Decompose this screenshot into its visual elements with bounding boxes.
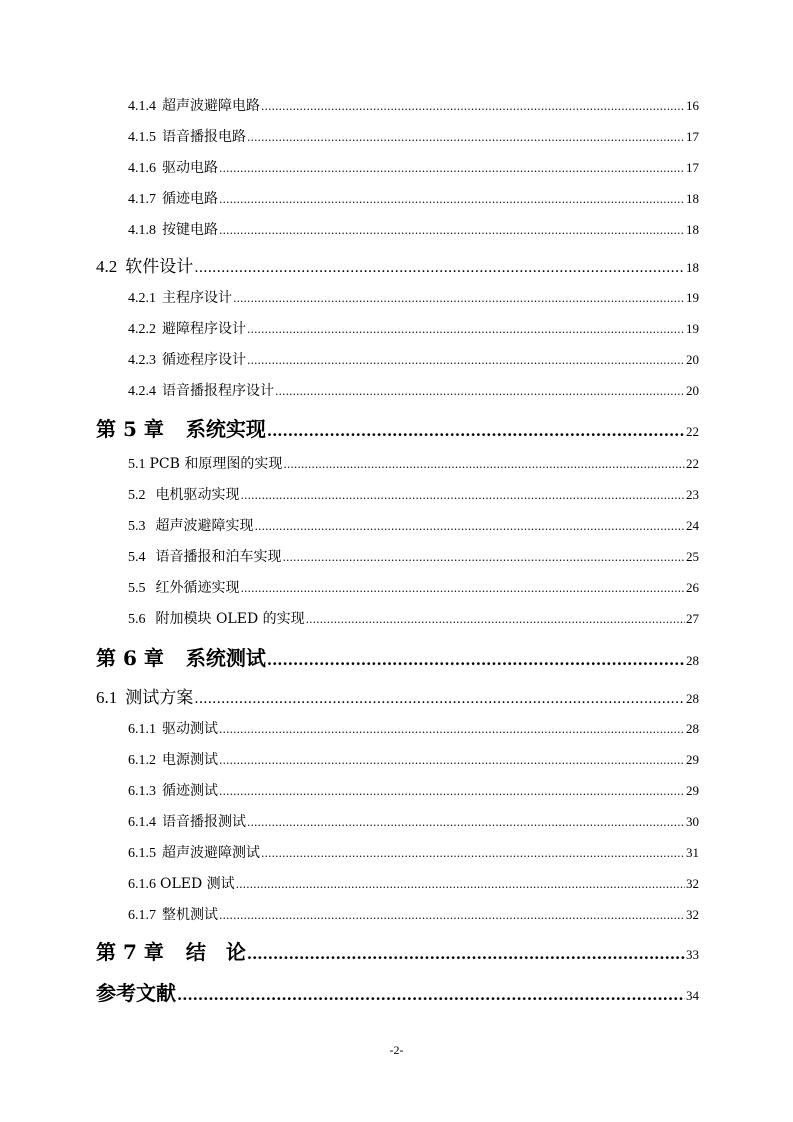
leader-dots [194,691,685,707]
toc-entry-title: 语音播报程序设计 [162,383,274,399]
toc-entry-number: 5.5 [128,581,146,596]
toc-entry-number: 5.6 [128,612,146,627]
toc-entry-title: 主程序设计 [162,290,232,306]
leader-dots [261,100,685,113]
toc-entry-number: 4.1.4 [128,99,156,114]
toc-entry-number: 6.1.4 [128,815,156,830]
toc-entry-4-1-7[interactable] [128,188,699,208]
toc-entry-4-1-4[interactable] [128,95,699,115]
toc-entry-page: 29 [686,783,699,798]
toc-entry-page: 29 [686,752,699,767]
toc-entry-page: 22 [686,424,699,439]
toc-entry-number: 6.1.3 [128,784,156,799]
toc-entry-6-1-2[interactable] [128,749,699,769]
toc-entry-page: 28 [686,691,699,706]
leader-dots [241,489,686,502]
toc-entry-4-2[interactable] [96,252,699,277]
toc-entry-page: 27 [686,611,699,626]
toc-entry-title: 电机驱动实现 [155,487,240,503]
toc-entry-6-1-5[interactable] [128,842,699,862]
toc-entry-page: 30 [686,814,699,829]
toc-entry-page: 19 [686,321,699,336]
toc-entry-page: 18 [686,260,699,275]
leader-dots [219,193,685,206]
leader-dots [261,847,685,860]
toc-entry-number: 第 7 章 [96,940,164,964]
toc-entry-title: 驱动测试 [162,721,218,737]
toc-entry-chapter-5[interactable] [96,413,699,442]
toc-entry-number: 6.1.7 [128,908,156,923]
toc-entry-number: 5.3 [128,519,146,534]
toc-entry-title: 结 论 [185,940,246,964]
toc-entry-5-5[interactable] [128,577,699,597]
toc-entry-number: 5.2 [128,488,146,503]
toc-entry-number: 4.1.8 [128,223,156,238]
toc-entry-page: 19 [686,290,699,305]
toc-entry-page: 25 [686,549,699,564]
toc-entry-chapter-6[interactable] [96,642,699,671]
toc-entry-title: 系统实现 [185,417,266,441]
toc-entry-number: 6.1.5 [128,846,156,861]
toc-entry-6-1-3[interactable] [128,780,699,800]
toc-entry-number: 4.2 [96,257,118,276]
toc-entry-number: 第 6 章 [96,646,164,670]
toc-entry-page: 20 [686,352,699,367]
toc-entry-title: 附加模块 OLED 的实现 [155,611,305,627]
toc-entry-5-3[interactable] [128,515,699,535]
toc-entry-page: 18 [686,191,699,206]
toc-entry-number: 4.2.2 [128,322,156,337]
toc-entry-title: 系统测试 [185,646,266,670]
toc-entry-page: 28 [686,653,699,668]
toc-entry-6-1[interactable] [96,683,699,708]
leader-dots [219,162,685,175]
leader-dots [283,551,686,564]
leader-dots [267,422,685,440]
toc-entry-page: 28 [686,721,699,736]
toc-entry-number: 4.1.5 [128,130,156,145]
toc-entry-title: 测试方案 [125,688,194,708]
toc-entry-page: 26 [686,580,699,595]
leader-dots [194,260,685,276]
leader-dots [247,323,685,336]
toc-entry-title: 超声波避障电路 [162,98,260,114]
leader-dots [247,131,685,144]
toc-entry-title: 电源测试 [162,752,218,768]
toc-entry-page: 22 [686,456,699,471]
toc-entry-page: 24 [686,518,699,533]
toc-entry-title: 语音播报电路 [162,129,246,145]
toc-entry-number: 6.1 [96,688,118,707]
toc-entry-page: 34 [686,988,699,1003]
leader-dots [247,945,685,963]
leader-dots [177,986,685,1004]
page-number: -2- [389,1043,404,1057]
toc-entry-number: 4.1.6 [128,161,156,176]
toc-entry-title: 语音播报测试 [162,814,246,830]
toc-entry-title: PCB 和原理图的实现 [149,456,283,472]
toc-entry-4-2-2[interactable] [128,318,699,338]
leader-dots [219,723,685,736]
toc-entry-6-1-6[interactable] [128,873,699,893]
leader-dots [283,458,685,471]
toc-entry-5-1[interactable] [128,453,699,473]
toc-entry-number: 5.1 [128,457,146,472]
toc-entry-page: 17 [686,160,699,175]
toc-entry-title: 软件设计 [125,257,194,277]
leader-dots [233,292,685,305]
toc-entry-title: 避障程序设计 [162,321,246,337]
toc-entry-title: 循迹程序设计 [162,352,246,368]
toc-entry-6-1-4[interactable] [128,811,699,831]
leader-dots [306,613,685,626]
toc-entry-number: 6.1.1 [128,722,156,737]
toc-entry-number: 5.4 [128,550,146,565]
toc-entry-page: 18 [686,222,699,237]
toc-entry-number: 第 5 章 [96,417,164,441]
toc-entry-page: 31 [686,845,699,860]
toc-entry-number: 6.1.6 [128,877,156,892]
toc-entry-title: 语音播报和泊车实现 [155,549,282,565]
toc-entry-title: 循迹电路 [162,191,218,207]
toc-entry-4-1-5[interactable] [128,126,699,146]
leader-dots [247,354,685,367]
toc-entry-page: 23 [686,487,699,502]
toc-entry-page: 20 [686,383,699,398]
leader-dots [219,785,685,798]
toc-entry-title: 循迹测试 [162,783,218,799]
leader-dots [241,582,686,595]
toc-entry-title: 超声波避障实现 [155,518,254,534]
leader-dots [255,520,686,533]
toc-entry-title: 超声波避障测试 [162,845,260,861]
toc-entry-title: OLED 测试 [160,876,235,892]
toc-entry-title: 按键电路 [162,222,218,238]
toc-entry-title: 驱动电路 [162,160,218,176]
toc-entry-4-2-4[interactable] [128,380,699,400]
leader-dots [275,385,685,398]
toc-entry-5-6[interactable] [128,608,699,628]
toc-entry-number: 6.1.2 [128,753,156,768]
toc-entry-number: 4.2.1 [128,291,156,306]
toc-entry-5-2[interactable] [128,484,699,504]
toc-entry-number: 4.2.4 [128,384,156,399]
toc-entry-4-1-8[interactable] [128,219,699,239]
toc-entry-chapter-7[interactable] [96,936,699,965]
toc-entry-4-1-6[interactable] [128,157,699,177]
toc-entry-page: 32 [686,876,699,891]
toc-entry-5-4[interactable] [128,546,699,566]
leader-dots [267,651,685,669]
toc-entry-title: 整机测试 [162,907,218,923]
toc-entry-6-1-7[interactable] [128,904,699,924]
toc-entry-number: 4.2.3 [128,353,156,368]
toc-entry-4-2-3[interactable] [128,349,699,369]
toc-entry-page: 16 [686,98,699,113]
leader-dots [219,754,685,767]
leader-dots [219,224,685,237]
toc-entry-4-2-1[interactable] [128,287,699,307]
toc-entry-6-1-1[interactable] [128,718,699,738]
toc-entry-number: 4.1.7 [128,192,156,207]
toc-entry-references[interactable] [96,977,699,1006]
leader-dots [219,909,685,922]
leader-dots [247,816,685,829]
toc-entry-title: 参考文献 [96,981,176,1005]
toc-entry-page: 17 [686,129,699,144]
toc-entry-title: 红外循迹实现 [155,580,240,596]
leader-dots [236,878,685,891]
toc-entry-page: 33 [686,947,699,962]
toc-entry-page: 32 [686,907,699,922]
